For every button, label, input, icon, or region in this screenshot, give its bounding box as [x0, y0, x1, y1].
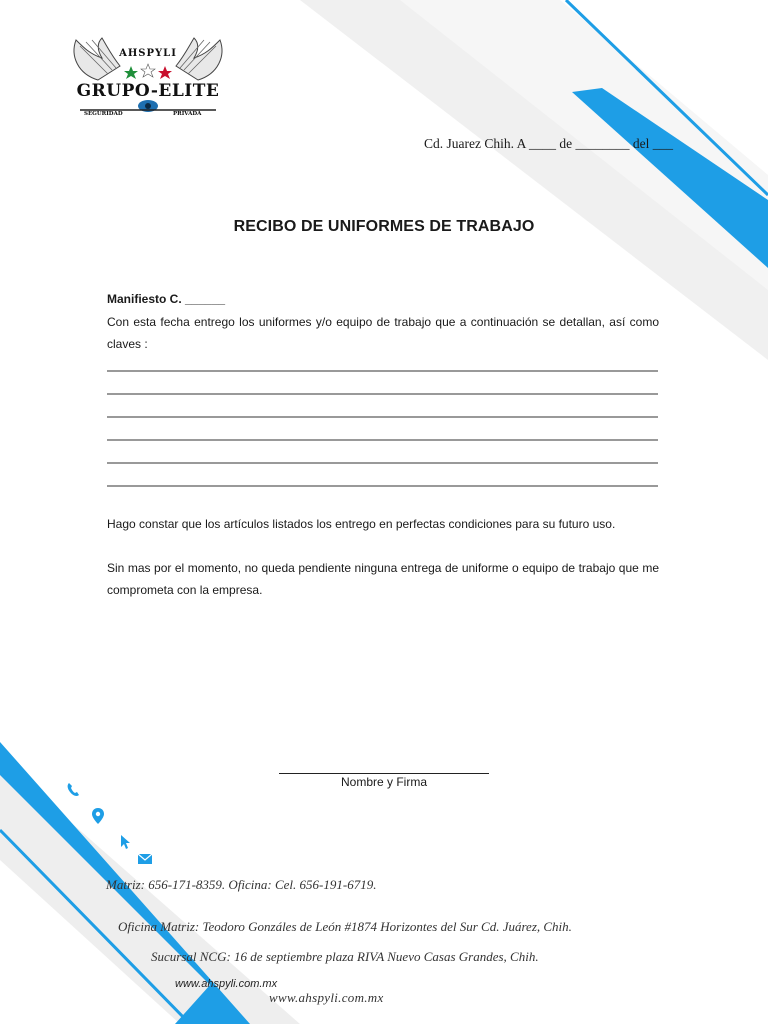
closing-paragraph: Sin mas por el momento, no queda pendiente ninguna entrega de uniforme o equipo de trabajo que me comprometa con la empresa. [107, 561, 659, 597]
date-line: Cd. Juarez Chih. A ____ de ________ del ___ [424, 136, 673, 151]
left-wing [74, 38, 120, 80]
location-icon [91, 807, 105, 825]
cursor-icon [119, 834, 133, 850]
logo-top-text: AHSPYLI [119, 48, 177, 59]
company-logo [68, 34, 228, 126]
manifiesto-label: Manifiesto C. ______ [107, 292, 226, 306]
intro-paragraph: Con esta fecha entrego los uniformes y/o equipo de trabajo que a continuación se detallan, así como claves : [107, 315, 659, 351]
star-green [124, 66, 138, 79]
mail-icon [137, 853, 153, 865]
website-small: www.ahspyli.com.mx [175, 978, 278, 990]
branch-address: Sucursal NCG: 16 de septiembre plaza RIVA Nuevo Casas Grandes, Chih. [151, 949, 539, 964]
website-large: www.ahspyli.com.mx [269, 990, 384, 1005]
blank-lines [107, 371, 658, 486]
phone-icon [66, 782, 82, 798]
condition-paragraph: Hago constar que los artículos listados los entrego en perfectas condiciones para su futuro uso. [107, 517, 616, 531]
logo-left-text: SEGURIDAD [84, 111, 123, 117]
star-white [141, 64, 155, 77]
right-wing [176, 38, 222, 80]
logo-right-text: PRIVADA [173, 111, 202, 117]
signature-line [279, 773, 489, 774]
star-red [158, 66, 172, 79]
document-title: RECIBO DE UNIFORMES DE TRABAJO [233, 218, 535, 235]
phone-numbers: Matriz: 656-171-8359. Oficina: Cel. 656-191-6719. [106, 877, 377, 892]
logo-main-text: GRUPO-ELITE [76, 81, 220, 101]
office-address: Oficina Matriz: Teodoro Gonzáles de León #1874 Horizontes del Sur Cd. Juárez, Chih. [118, 919, 572, 934]
signature-label: Nombre y Firma [340, 775, 427, 789]
